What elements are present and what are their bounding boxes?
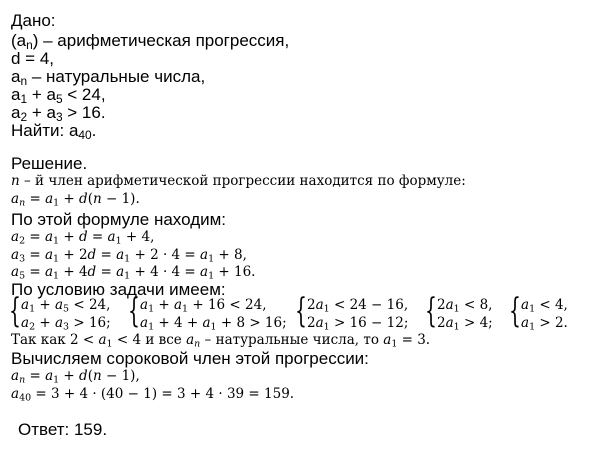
formula-a3: $a_3 = a_1 + 2d = a_1 + 2 \cdot 4 = a_1 + 8$,: [11, 247, 247, 265]
formula-a5: $a_5 = a_1 + 4d = a_1 + 4 \cdot 4 = a_1 + 16$.: [11, 264, 256, 282]
solution-heading: Решение.: [11, 154, 88, 173]
since-line: Так как $2 < a_1 < 4$ и все $a_n$ – натуральные числа, то $a_1 = 3$.: [11, 332, 431, 350]
formula-a40: $a_{40} = 3 + 4 \cdot (40 - 1) = 3 + 4 \cdot 39 = 159$.: [11, 386, 295, 404]
given-difference: d = 4,: [11, 49, 55, 68]
general-formula: $a_n = a_1 + d(n - 1)$.: [11, 191, 140, 209]
given-sequence: $(a_n)$ – арифметическая прогрессия,: [11, 31, 290, 52]
given-heading: Дано:: [11, 11, 56, 30]
answer-line: Ответ: 159.: [18, 420, 108, 439]
by-formula-text: По этой формуле находим:: [11, 210, 227, 229]
by-condition-text: По условию задачи имеем:: [11, 280, 226, 299]
given-natural: $a_n$ – натуральные числа,: [11, 67, 206, 88]
given-condition-1: $a_1 + a_5 < 24$,: [11, 85, 106, 106]
compute-40th-text: Вычисляем сороковой член этой прогрессии:: [11, 349, 369, 368]
find-line: Найти: $a_{40}$.: [11, 121, 97, 142]
nth-term-text: n – й член арифметической прогрессии находится по формуле:: [11, 173, 466, 189]
formula-general-2: $a_n = a_1 + d(n - 1)$,: [11, 368, 140, 386]
given-condition-2: $a_2 + a_3 > 16$.: [11, 103, 106, 124]
formula-a2: $a_2 = a_1 + d = a_1 + 4$,: [11, 229, 155, 247]
